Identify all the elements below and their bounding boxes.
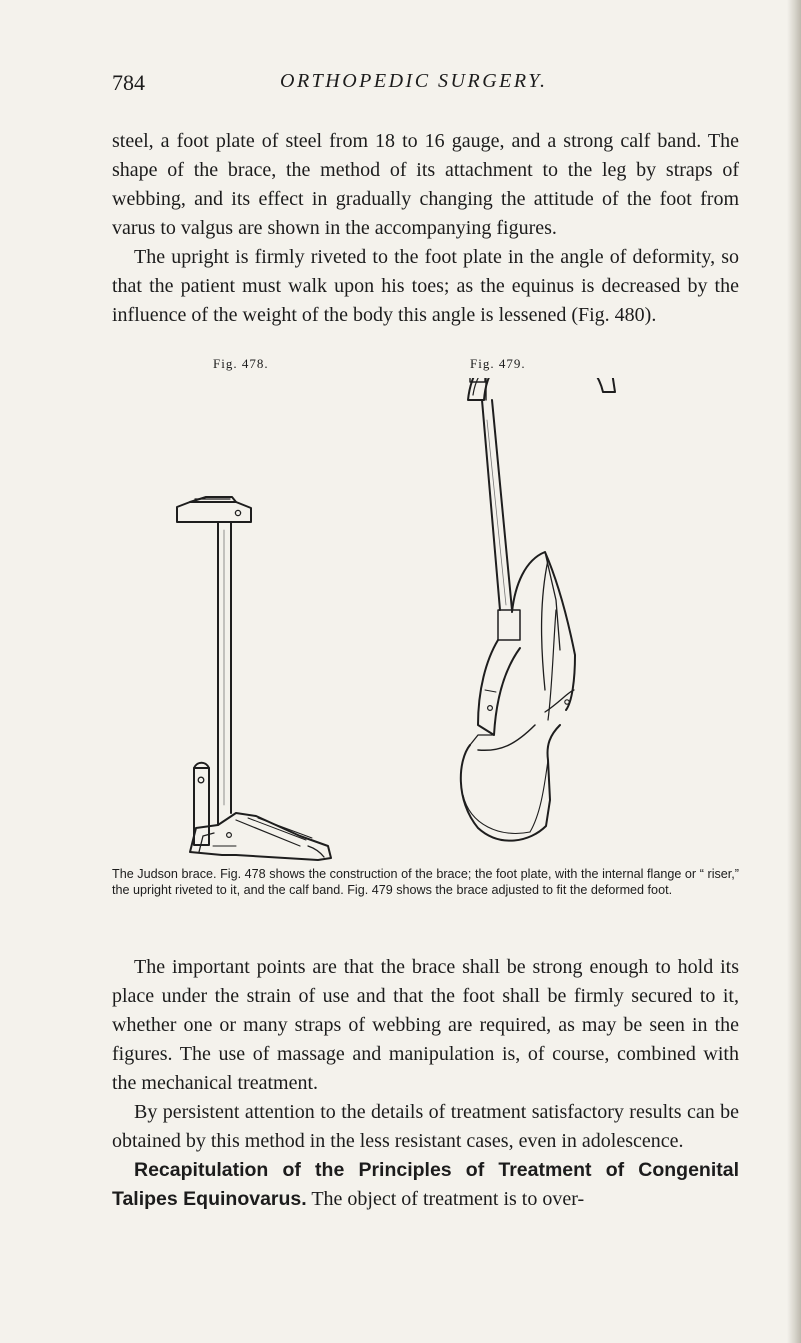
recapitulation-paragraph bbox=[112, 1156, 739, 1214]
paragraph: By persistent attention to the details of treatment satisfactory results can be obtained by this method in the less resistant cases, even in adolescence. bbox=[112, 1101, 739, 1152]
paragraph: The upright is firmly riveted to the foot plate in the angle of deformity, so that the patient must walk upon his toes; as the equinus is decreased by the influence of the weight of the body this angle is lessened (Fig. 480). bbox=[112, 246, 739, 326]
body-text-top bbox=[112, 127, 739, 330]
paragraph: steel, a foot plate of steel from 18 to 16 gauge, and a strong calf band. The shape of the brace, the method of its attachment to the leg by straps of webbing, and its effect in gradually changing the attitude of the foot from varus to valgus are shown in the accompanying figures. bbox=[112, 130, 739, 239]
page-number: 784 bbox=[112, 70, 145, 95]
fig-479-label: Fig. 479. bbox=[470, 356, 526, 371]
section-heading: Recapitulation of the Principles of Treatment of Congenital Talipes Equinovarus. bbox=[112, 1159, 739, 1210]
running-title: ORTHOPEDIC SURGERY. bbox=[280, 70, 548, 92]
fig-478-brace-drawing bbox=[177, 497, 331, 860]
figure-caption: The Judson brace. Fig. 478 shows the construction of the brace; the foot plate, with the internal flange or “ riser,” the upright riveted to it, and the calf band. Fig. 479 shows the brace adjusted to fit the deformed foot. bbox=[112, 867, 739, 897]
page-edge-shadow bbox=[787, 0, 801, 1343]
page-header bbox=[112, 70, 732, 100]
body-text-bottom bbox=[112, 953, 739, 1214]
recap-text: The object of treatment is to over- bbox=[306, 1188, 585, 1210]
fig-478-label: Fig. 478. bbox=[213, 356, 269, 371]
fig-479-brace-drawing bbox=[461, 378, 615, 841]
paragraph: The important points are that the brace shall be strong enough to hold its place under the strain of use and that the foot shall be firmly secured to it, whether one or many straps of webbing are required, as may be seen in the figures. The use of massage and manipulation is, of course, combined with the mechanical treatment. bbox=[112, 956, 739, 1094]
brace-illustrations bbox=[160, 378, 620, 863]
